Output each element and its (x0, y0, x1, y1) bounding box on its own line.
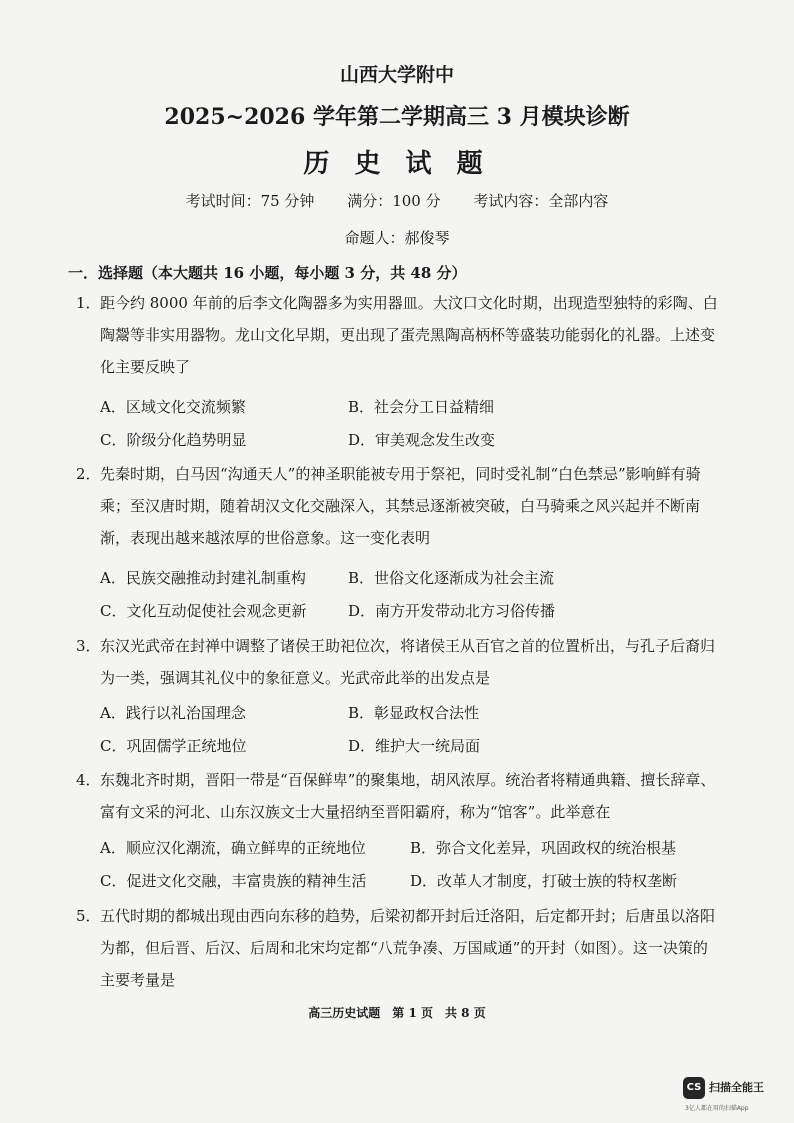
question-stem: 东魏北齐时期，晋阳一带是“百保鲜卑”的聚集地，胡风浓厚。统治者将精通典籍、擅长辞章、富有文采的河北、山东汉族文士大量招纳至晋阳霸府，称为“馆客”。此举意在 (100, 771, 716, 821)
question-2 (76, 458, 722, 554)
option-c: C．文化互动促使社会观念更新 (100, 602, 307, 620)
question-number: 2． (76, 465, 101, 483)
option-d: D．维护大一统局面 (348, 737, 481, 755)
question-stem: 东汉光武帝在封禅中调整了诸侯王助祀位次，将诸侯王从百官之首的位置析出，与孔子后裔归为一类，强调其礼仪中的象征意义。光武帝此举的出发点是 (100, 637, 716, 687)
question-number: 4． (76, 771, 101, 789)
option-d: D．审美观念发生改变 (348, 431, 496, 449)
option-a: A．顺应汉化潮流，确立鲜卑的正统地位 (100, 839, 366, 857)
exam-title: 2025~2026 学年第二学期高三 3 月模块诊断 (164, 104, 630, 130)
option-b: B．彰显政权合法性 (348, 704, 480, 722)
question-stem: 先秦时期，白马因“沟通天人”的神圣职能被专用于祭祀，同时受礼制“白色禁忌”影响鲜有骑乘；至汉唐时期，随着胡汉文化交融深入，其禁忌逐渐被突破，白马骑乘之风兴起并不断南渐，表现出越来越浓厚的世俗意象。这一变化表明 (100, 465, 701, 547)
watermark-slogan: 3亿人都在用的扫描App (685, 1105, 749, 1112)
option-d: D．改革人才制度，打破士族的特权垄断 (410, 872, 678, 890)
option-b: B．社会分工日益精细 (348, 398, 495, 416)
scanner-watermark (683, 1075, 793, 1115)
section-heading: 一．选择题（本大题共 16 小题，每小题 3 分，共 48 分） (68, 264, 467, 282)
school-name: 山西大学附中 (339, 64, 454, 86)
option-b: B．世俗文化逐渐成为社会主流 (348, 569, 555, 587)
option-c: C．巩固儒学正统地位 (100, 737, 247, 755)
camscanner-logo-icon: CS (683, 1077, 705, 1099)
option-a: A．践行以礼治国理念 (100, 704, 246, 722)
watermark-brand: 扫描全能王 (709, 1081, 764, 1094)
exam-content: 考试内容：全部内容 (473, 192, 609, 210)
option-b: B．弥合文化差异，巩固政权的统治根基 (410, 839, 677, 857)
question-5 (76, 900, 722, 996)
question-number: 1． (76, 294, 101, 312)
option-a: A．民族交融推动封建礼制重构 (100, 569, 306, 587)
exam-info (0, 190, 794, 211)
option-d: D．南方开发带动北方习俗传播 (348, 602, 556, 620)
question-number: 3． (76, 637, 101, 655)
question-4 (76, 764, 722, 828)
exam-time: 考试时间：75 分钟 (185, 192, 315, 210)
option-c: C．阶级分化趋势明显 (100, 431, 247, 449)
exam-author: 命题人：郝俊琴 (344, 229, 450, 247)
question-stem: 五代时期的都城出现由西向东移的趋势，后梁初都开封后迁洛阳，后定都开封；后唐虽以洛阳为都，但后晋、后汉、后周和北宋均定都“八荒争凑、万国咸通”的开封（如图）。这一决策的主要考量是 (100, 907, 716, 989)
option-c: C．促进文化交融，丰富贵族的精神生活 (100, 872, 367, 890)
question-stem: 距今约 8000 年前的后李文化陶器多为实用器皿。大汶口文化时期，出现造型独特的彩陶、白陶鬶等非实用器物。龙山文化早期，更出现了蛋壳黑陶高柄杯等盛装功能弱化的礼器。上述变化主要反映了 (100, 294, 718, 376)
question-number: 5． (76, 907, 101, 925)
question-1 (76, 287, 722, 383)
question-3 (76, 630, 722, 694)
full-score: 满分：100 分 (347, 192, 441, 210)
subject-title: 历 史 试 题 (303, 149, 491, 179)
page-footer: 高三历史试题 第 1 页 共 8 页 (308, 1006, 486, 1020)
option-a: A．区域文化交流频繁 (100, 398, 246, 416)
